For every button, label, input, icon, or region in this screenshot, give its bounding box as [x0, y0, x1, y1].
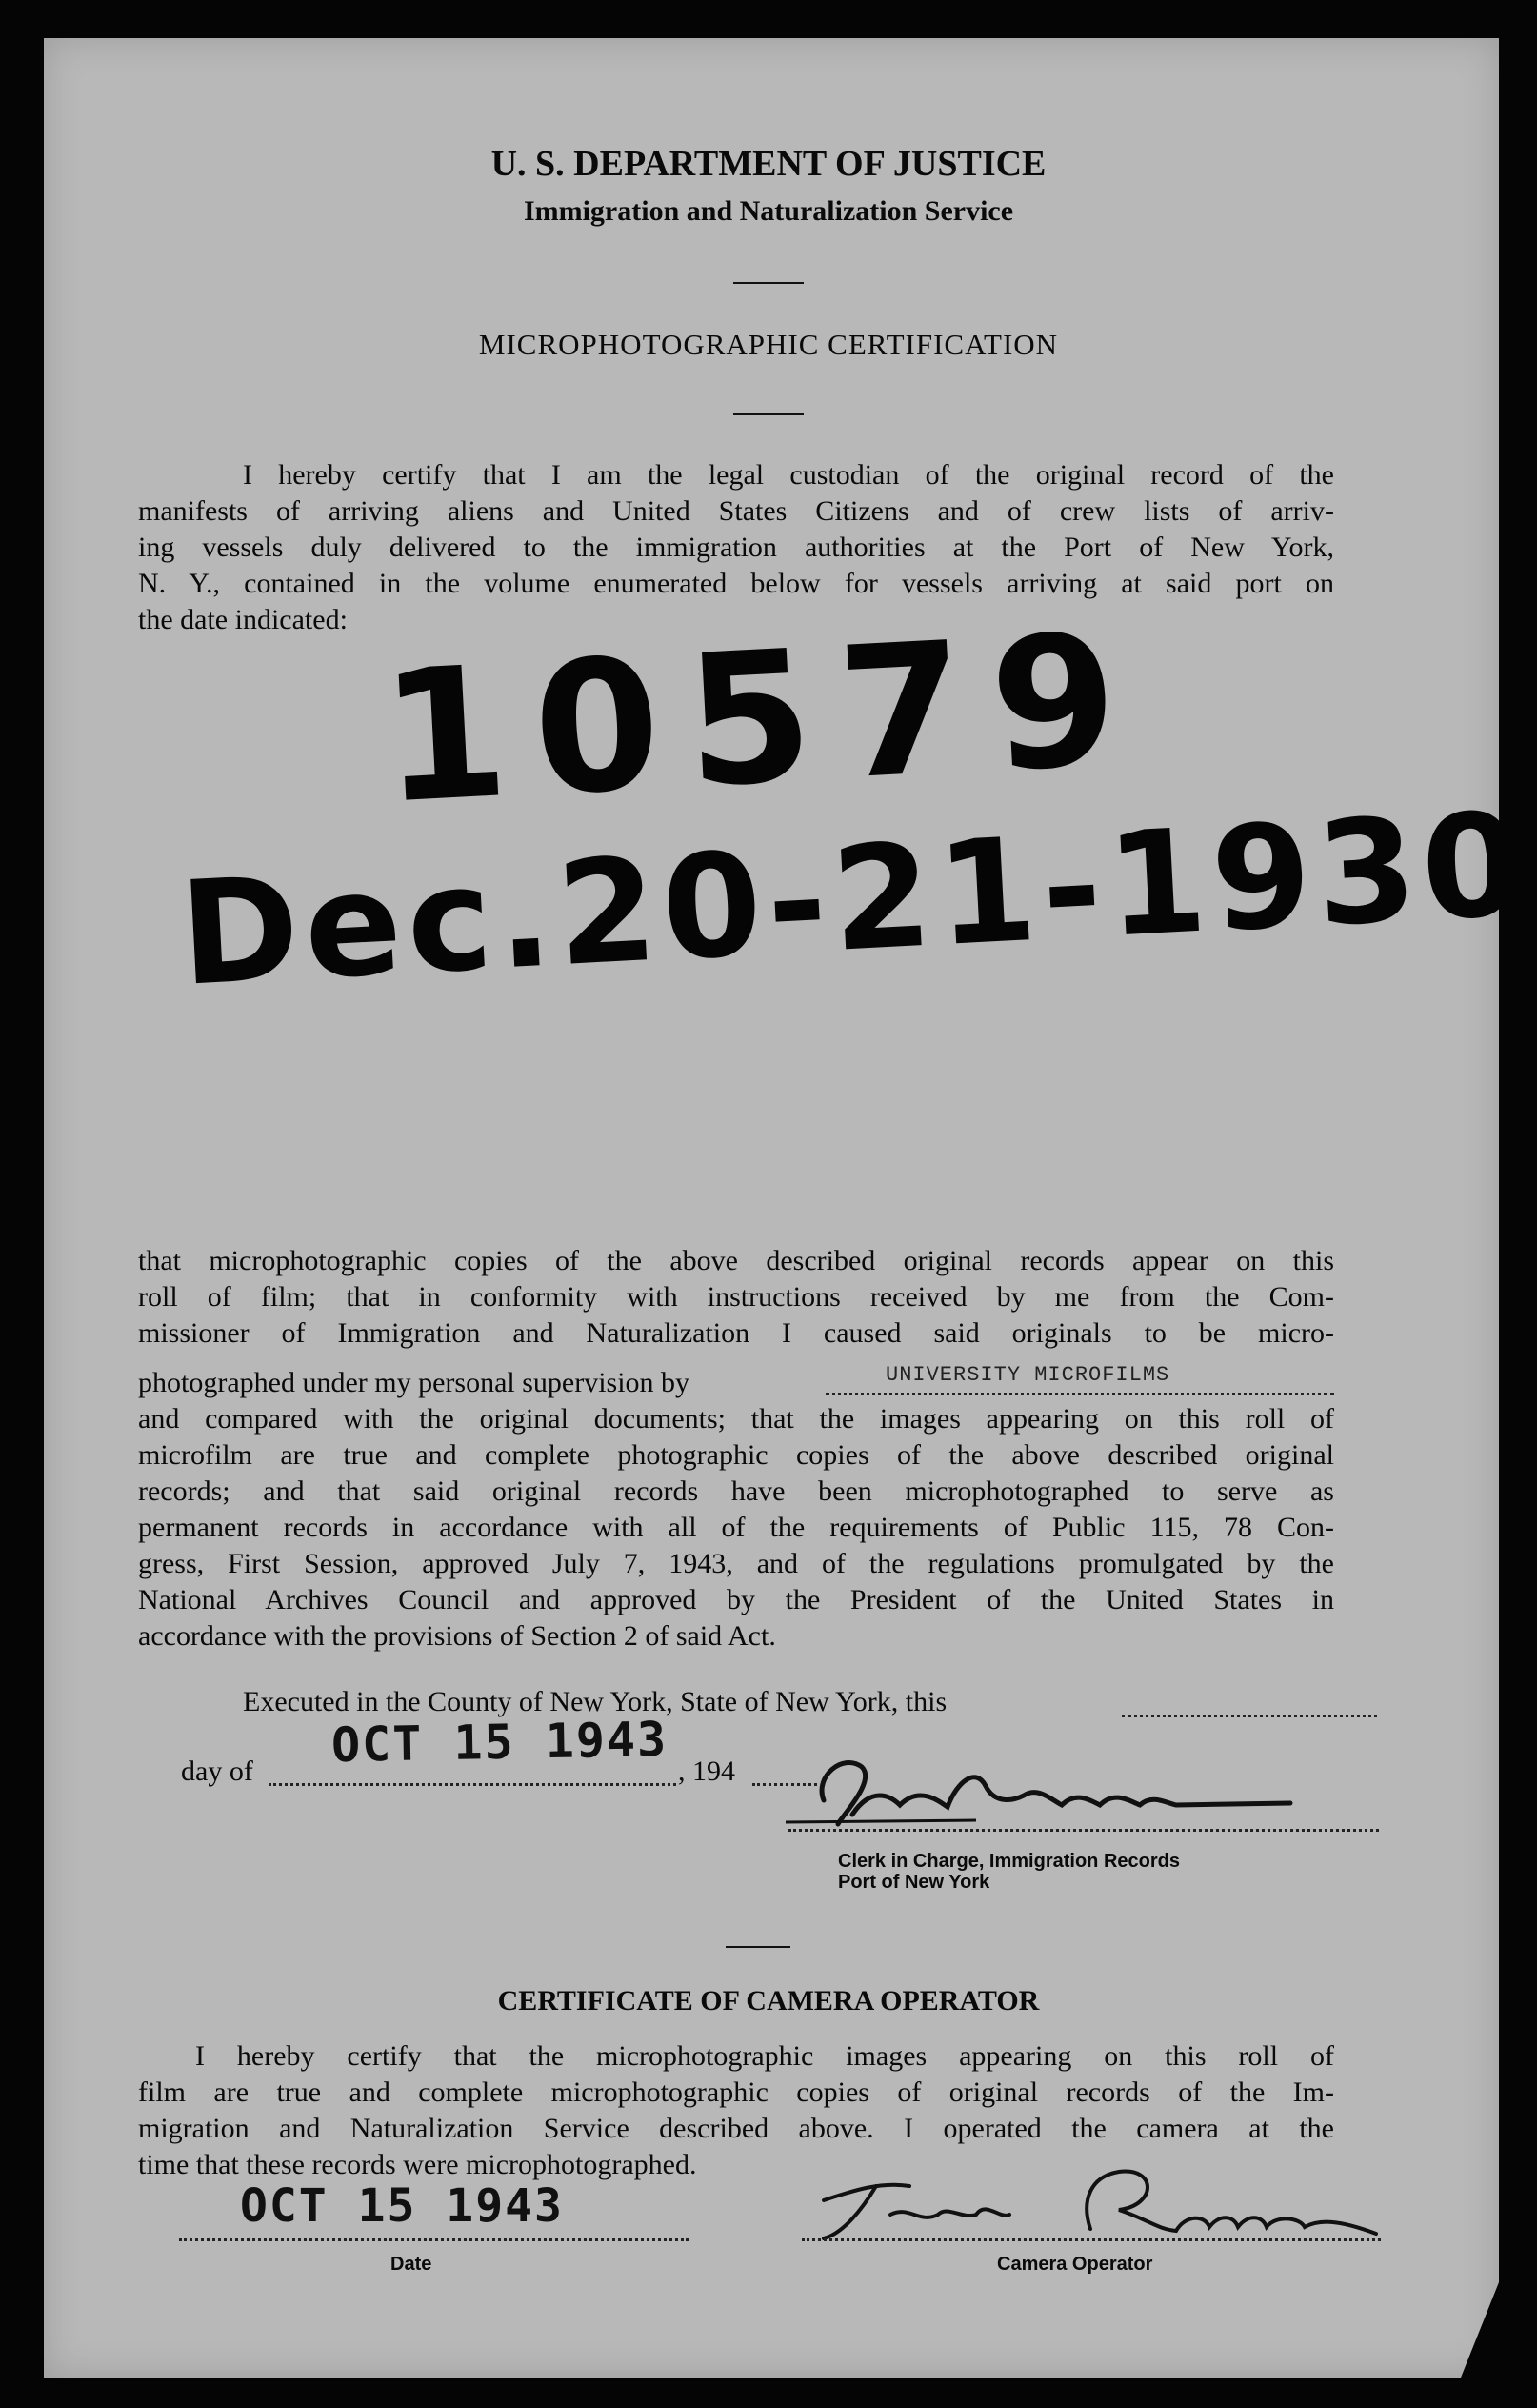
- execution-date-stamp: OCT 15 1943: [330, 1711, 669, 1774]
- executed-dotted-line: [1122, 1715, 1377, 1717]
- intro-paragraph: [138, 457, 1334, 638]
- divider: [733, 282, 804, 284]
- clerk-port: Port of New York: [838, 1872, 990, 1893]
- body-line: National Archives Council and approved by the President of the United States in: [138, 1584, 1334, 1615]
- date-dotted-line: [179, 2238, 689, 2241]
- clerk-signature: [786, 1748, 1300, 1834]
- body-line: records; and that said original records have been microphotographed to serve as: [138, 1475, 1334, 1507]
- body-line: that microphotographic copies of the above described original records appear on this: [138, 1245, 1334, 1276]
- camera-operator-label: Camera Operator: [997, 2254, 1153, 2275]
- torn-corner: [1461, 2282, 1499, 2378]
- supervisor-line: [138, 1365, 1334, 1401]
- supervisor-name-typed: UNIVERSITY MICROFILMS: [886, 1363, 1170, 1387]
- intro-line: I hereby certify that I am the legal custodian of the original record of the: [243, 459, 1334, 491]
- date-label: Date: [390, 2254, 432, 2275]
- clerk-title: Clerk in Charge, Immigration Records: [838, 1851, 1180, 1872]
- camera-line: film are true and complete microphotographic copies of original records of the Im-: [138, 2077, 1334, 2108]
- intro-line: ing vessels duly delivered to the immigration authorities at the Port of New York,: [138, 532, 1334, 563]
- camera-line: migration and Naturalization Service described above. I operated the camera at the: [138, 2113, 1334, 2144]
- certificate-page: [44, 38, 1499, 2378]
- intro-line: the date indicated:: [138, 604, 348, 635]
- camera-line: time that these records were microphotographed.: [138, 2149, 697, 2180]
- certification-title: MICROPHOTOGRAPHIC CERTIFICATION: [478, 328, 1059, 361]
- body-line: accordance with the provisions of Section 2 of said Act.: [138, 1620, 776, 1652]
- divider: [733, 413, 804, 415]
- intro-line: manifests of arriving aliens and United States Citizens and of crew lists of arriv-: [138, 495, 1334, 527]
- body-line: gress, First Session, approved July 7, 1943, and of the regulations promulgated by the: [138, 1548, 1334, 1579]
- camera-certificate-title: CERTIFICATE OF CAMERA OPERATOR: [497, 1985, 1040, 2017]
- operator-signature-line: [802, 2238, 1381, 2241]
- divider: [726, 1946, 790, 1948]
- service-subheading: Immigration and Naturalization Service: [523, 195, 1014, 227]
- department-heading: U. S. DEPARTMENT OF JUSTICE: [490, 144, 1047, 184]
- body-line: and compared with the original documents; that the images appearing on this roll of: [138, 1403, 1334, 1435]
- handwritten-volume-number: 10579: [376, 593, 1149, 844]
- certification-paragraph: [138, 1243, 1334, 1655]
- body-line: permanent records in accordance with all of the requirements of Public 115, 78 Con-: [138, 1512, 1334, 1543]
- body-line: missioner of Immigration and Naturalization I caused said originals to be micro-: [138, 1317, 1334, 1349]
- camera-line: I hereby certify that the microphotographic images appearing on this roll of: [195, 2040, 1334, 2072]
- handwritten-arrival-dates: Dec.20-21-1930: [176, 781, 1531, 1018]
- camera-date-stamp: OCT 15 1943: [240, 2179, 564, 2233]
- intro-line: N. Y., contained in the volume enumerated below for vessels arriving at said port on: [138, 568, 1334, 599]
- body-line: microfilm are true and complete photographic copies of the above described original: [138, 1439, 1334, 1471]
- camera-operator-signature: [805, 2162, 1386, 2248]
- day-dotted-line: [269, 1783, 676, 1786]
- day-of-label: day of: [181, 1756, 253, 1787]
- body-line: roll of film; that in conformity with instructions received by me from the Com-: [138, 1281, 1334, 1313]
- clerk-signature-line: [788, 1829, 1379, 1832]
- year-label: , 194: [678, 1756, 735, 1787]
- executed-text: Executed in the County of New York, State of New York, this: [243, 1686, 948, 1717]
- body-line: photographed under my personal supervision by: [138, 1367, 690, 1398]
